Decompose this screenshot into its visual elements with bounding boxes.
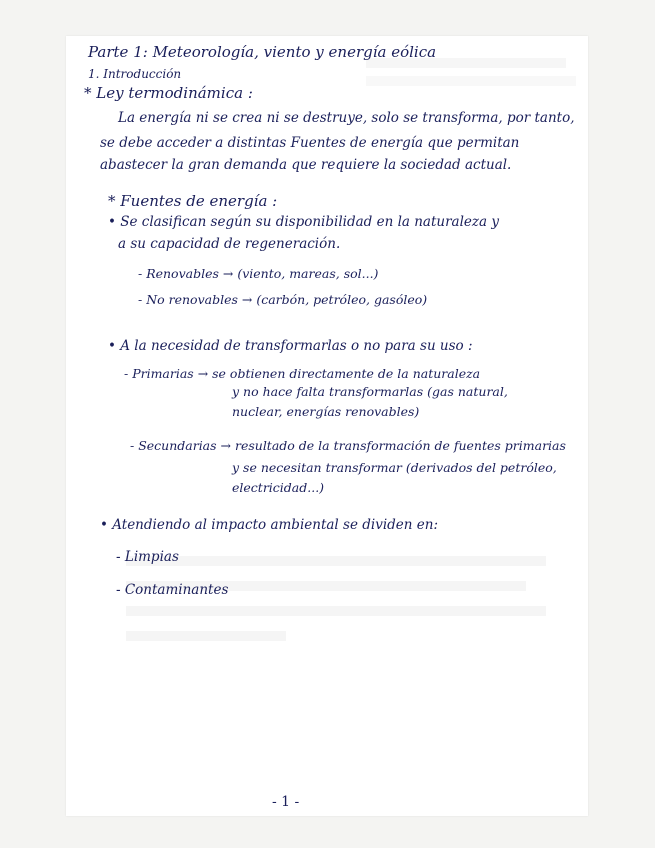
note-line: y se necesitan transformar (derivados del petróleo, <box>232 460 557 475</box>
note-line: * Ley termodinámica : <box>84 84 253 102</box>
note-line: - Contaminantes <box>116 582 229 598</box>
note-line: • Atendiendo al impacto ambiental se dividen en: <box>100 517 438 533</box>
note-line: - Renovables → (viento, mareas, sol...) <box>138 266 379 281</box>
note-line: - Secundarias → resultado de la transformación de fuentes primarias <box>130 438 566 453</box>
note-line: - No renovables → (carbón, petróleo, gasóleo) <box>138 292 428 307</box>
page-number: - 1 - <box>272 794 300 810</box>
page-title: Parte 1: Meteorología, viento y energía eólica <box>88 43 437 61</box>
note-line: se debe acceder a distintas Fuentes de energía que permitan <box>100 135 520 151</box>
note-line: - Limpias <box>116 549 179 565</box>
note-line: a su capacidad de regeneración. <box>118 236 341 252</box>
note-line: abastecer la gran demanda que requiere la sociedad actual. <box>100 157 512 173</box>
note-line: • Se clasifican según su disponibilidad en la naturaleza y <box>108 214 499 230</box>
note-line: La energía ni se crea ni se destruye, solo se transforma, por tanto, <box>118 110 575 126</box>
notebook-page <box>66 36 588 816</box>
section-heading: 1. Introducción <box>88 67 182 81</box>
note-line: • A la necesidad de transformarlas o no para su uso : <box>108 338 473 354</box>
note-line: * Fuentes de energía : <box>108 192 278 210</box>
note-line: - Primarias → se obtienen directamente de la naturaleza <box>124 366 481 381</box>
note-line: electricidad...) <box>232 480 325 495</box>
note-line: y no hace falta transformarlas (gas natural, <box>232 384 508 399</box>
note-line: nuclear, energías renovables) <box>232 404 420 419</box>
